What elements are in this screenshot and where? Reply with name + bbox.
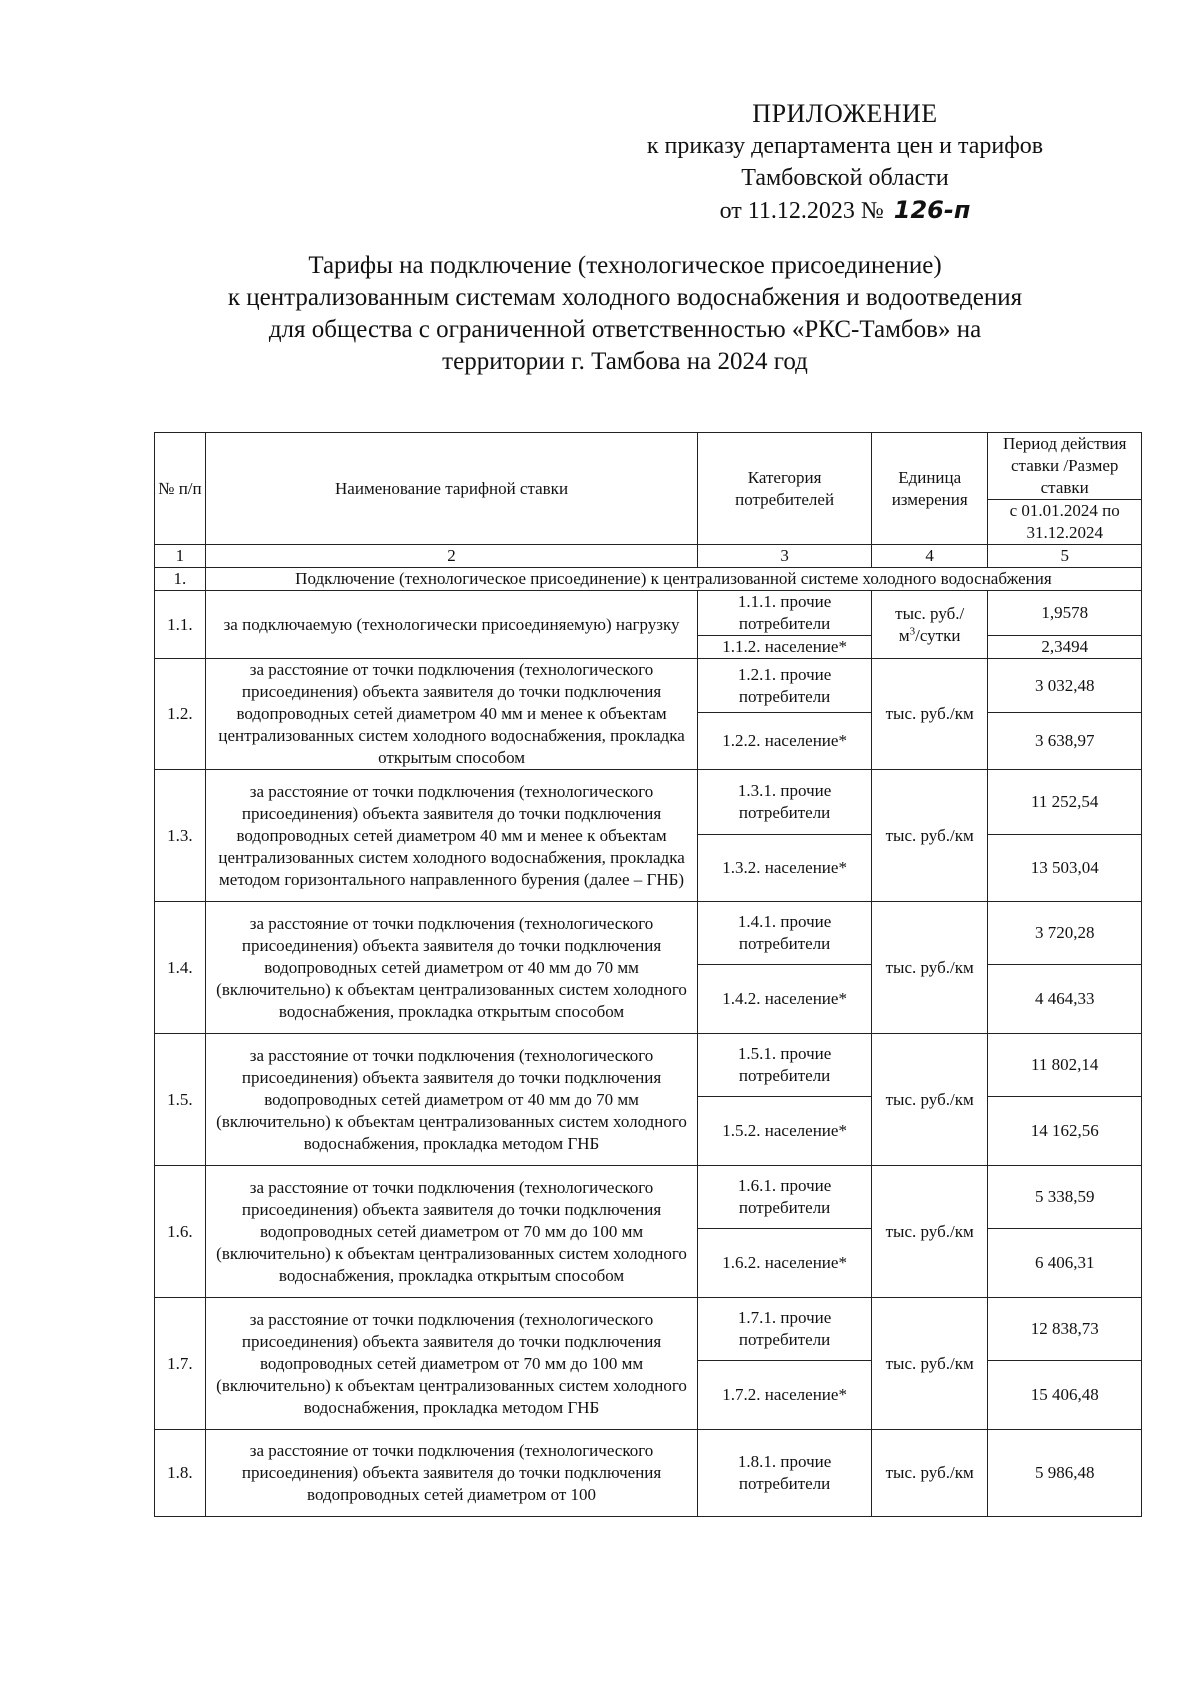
row-value-population: 14 162,56 <box>988 1097 1142 1166</box>
document-title-line-2: к централизованным системам холодного водоснабжения и водоотведения <box>227 284 1023 311</box>
row-unit <box>871 591 987 659</box>
unit-volume-m: м <box>898 625 910 645</box>
row-num: 1.5. <box>155 1034 206 1166</box>
row-name: за расстояние от точки подключения (технологического присоединения) объекта заявителя до точки подключения водопроводных сетей диаметром от 70 мм до 100 мм (включительно) к объектам централизованных систем холодного водоснабжения, прокладка открытым способом <box>205 1166 697 1298</box>
column-number-3: 3 <box>698 545 872 568</box>
row-category-other: 1.3.1. прочие потребители <box>698 770 872 835</box>
row-value-population: 13 503,04 <box>988 835 1142 902</box>
row-num: 1.3. <box>155 770 206 902</box>
unit-volume-tail: /сутки <box>915 625 961 645</box>
column-number-2: 2 <box>205 545 697 568</box>
row-value-population: 2,3494 <box>988 636 1142 659</box>
unit-volume-prefix: тыс. руб./ <box>895 603 965 623</box>
row-num: 1.7. <box>155 1298 206 1430</box>
table-row <box>155 902 1142 965</box>
row-value-other: 3 720,28 <box>988 902 1142 965</box>
row-category-other: 1.5.1. прочие потребители <box>698 1034 872 1097</box>
row-category-population: 1.1.2. население* <box>698 636 872 659</box>
table-row <box>155 1298 1142 1361</box>
table-row <box>155 1166 1142 1229</box>
row-category-population: 1.3.2. население* <box>698 835 872 902</box>
row-category-other: 1.6.1. прочие потребители <box>698 1166 872 1229</box>
order-date: от 11.12.2023 № <box>719 198 884 224</box>
row-category-other: 1.2.1. прочие потребители <box>698 659 872 713</box>
appendix-title: ПРИЛОЖЕНИЕ <box>752 99 938 128</box>
tariff-table <box>154 432 1142 1517</box>
row-unit: тыс. руб./км <box>871 1430 987 1517</box>
table-header-row <box>155 433 1142 500</box>
row-category-other: 1.7.1. прочие потребители <box>698 1298 872 1361</box>
row-unit: тыс. руб./км <box>871 770 987 902</box>
col-header-period: Период действия ставки /Размер ставки <box>988 433 1142 500</box>
document-title-line-3: для общества с ограниченной ответственностью «РКС-Тамбов» на <box>268 316 982 343</box>
row-unit: тыс. руб./км <box>871 1166 987 1298</box>
row-category-other: 1.8.1. прочие потребители <box>698 1430 872 1517</box>
row-category-population: 1.4.2. население* <box>698 965 872 1034</box>
row-value-population: 6 406,31 <box>988 1229 1142 1298</box>
row-value-other: 5 338,59 <box>988 1166 1142 1229</box>
table-row <box>155 659 1142 713</box>
column-number-4: 4 <box>871 545 987 568</box>
row-category-other: 1.1.1. прочие потребители <box>698 591 872 636</box>
row-num: 1.6. <box>155 1166 206 1298</box>
section-row <box>155 568 1142 591</box>
row-unit: тыс. руб./км <box>871 1034 987 1166</box>
column-number-5: 5 <box>988 545 1142 568</box>
appendix-header <box>615 98 1075 227</box>
row-name: за расстояние от точки подключения (технологического присоединения) объекта заявителя до точки подключения водопроводных сетей диаметром 40 мм и менее к объектам централизованных систем холодного водоснабжения, прокладка открытым способом <box>205 659 697 770</box>
row-value-other: 5 986,48 <box>988 1430 1142 1517</box>
row-name: за подключаемую (технологически присоединяемую) нагрузку <box>205 591 697 659</box>
row-category-population: 1.5.2. население* <box>698 1097 872 1166</box>
section-num: 1. <box>155 568 206 591</box>
row-name: за расстояние от точки подключения (технологического присоединения) объекта заявителя до точки подключения водопроводных сетей диаметром от 100 <box>205 1430 697 1517</box>
document-title-line-4: территории г. Тамбова на 2024 год <box>442 348 808 375</box>
row-num: 1.4. <box>155 902 206 1034</box>
unit-volume-exp: 3 <box>909 624 916 637</box>
row-unit: тыс. руб./км <box>871 659 987 770</box>
appendix-line-region: Тамбовской области <box>741 165 949 191</box>
row-num: 1.2. <box>155 659 206 770</box>
row-category-population: 1.7.2. население* <box>698 1361 872 1430</box>
row-category-population: 1.2.2. население* <box>698 713 872 770</box>
table-row <box>155 591 1142 636</box>
table-row <box>155 1430 1142 1517</box>
row-unit: тыс. руб./км <box>871 1298 987 1430</box>
row-category-other: 1.4.1. прочие потребители <box>698 902 872 965</box>
section-title: Подключение (технологическое присоединение) к централизованной системе холодного водоснабжения <box>205 568 1141 591</box>
row-name: за расстояние от точки подключения (технологического присоединения) объекта заявителя до точки подключения водопроводных сетей диаметром 40 мм и менее к объектам централизованных систем холодного водоснабжения, прокладка методом горизонтального направленного бурения (далее – ГНБ) <box>205 770 697 902</box>
document-title <box>150 250 1100 378</box>
row-value-other: 3 032,48 <box>988 659 1142 713</box>
col-header-category: Категория потребителей <box>698 433 872 545</box>
table-row <box>155 1034 1142 1097</box>
col-header-unit: Единица измерения <box>871 433 987 545</box>
order-number-handwritten: 126-п <box>893 196 971 224</box>
row-name: за расстояние от точки подключения (технологического присоединения) объекта заявителя до точки подключения водопроводных сетей диаметром от 40 мм до 70 мм (включительно) к объектам централизованных систем холодного водоснабжения, прокладка открытым способом <box>205 902 697 1034</box>
col-header-period-dates: с 01.01.2024 по 31.12.2024 <box>988 500 1142 545</box>
row-value-population: 15 406,48 <box>988 1361 1142 1430</box>
col-header-name: Наименование тарифной ставки <box>205 433 697 545</box>
appendix-date-line <box>615 194 1075 227</box>
document-title-line-1: Тарифы на подключение (технологическое присоединение) <box>308 252 942 279</box>
row-value-population: 3 638,97 <box>988 713 1142 770</box>
row-num: 1.8. <box>155 1430 206 1517</box>
row-name: за расстояние от точки подключения (технологического присоединения) объекта заявителя до точки подключения водопроводных сетей диаметром от 40 мм до 70 мм (включительно) к объектам централизованных систем холодного водоснабжения, прокладка методом ГНБ <box>205 1034 697 1166</box>
row-value-other: 12 838,73 <box>988 1298 1142 1361</box>
row-value-population: 4 464,33 <box>988 965 1142 1034</box>
appendix-line-order: к приказу департамента цен и тарифов <box>646 133 1044 159</box>
col-header-num: № п/п <box>155 433 206 545</box>
row-value-other: 11 252,54 <box>988 770 1142 835</box>
row-name: за расстояние от точки подключения (технологического присоединения) объекта заявителя до точки подключения водопроводных сетей диаметром от 70 мм до 100 мм (включительно) к объектам централизованных систем холодного водоснабжения, прокладка методом ГНБ <box>205 1298 697 1430</box>
row-value-other: 1,9578 <box>988 591 1142 636</box>
table-row <box>155 770 1142 835</box>
column-number-1: 1 <box>155 545 206 568</box>
row-unit: тыс. руб./км <box>871 902 987 1034</box>
row-num: 1.1. <box>155 591 206 659</box>
row-value-other: 11 802,14 <box>988 1034 1142 1097</box>
row-category-population: 1.6.2. население* <box>698 1229 872 1298</box>
column-numbers-row <box>155 545 1142 568</box>
